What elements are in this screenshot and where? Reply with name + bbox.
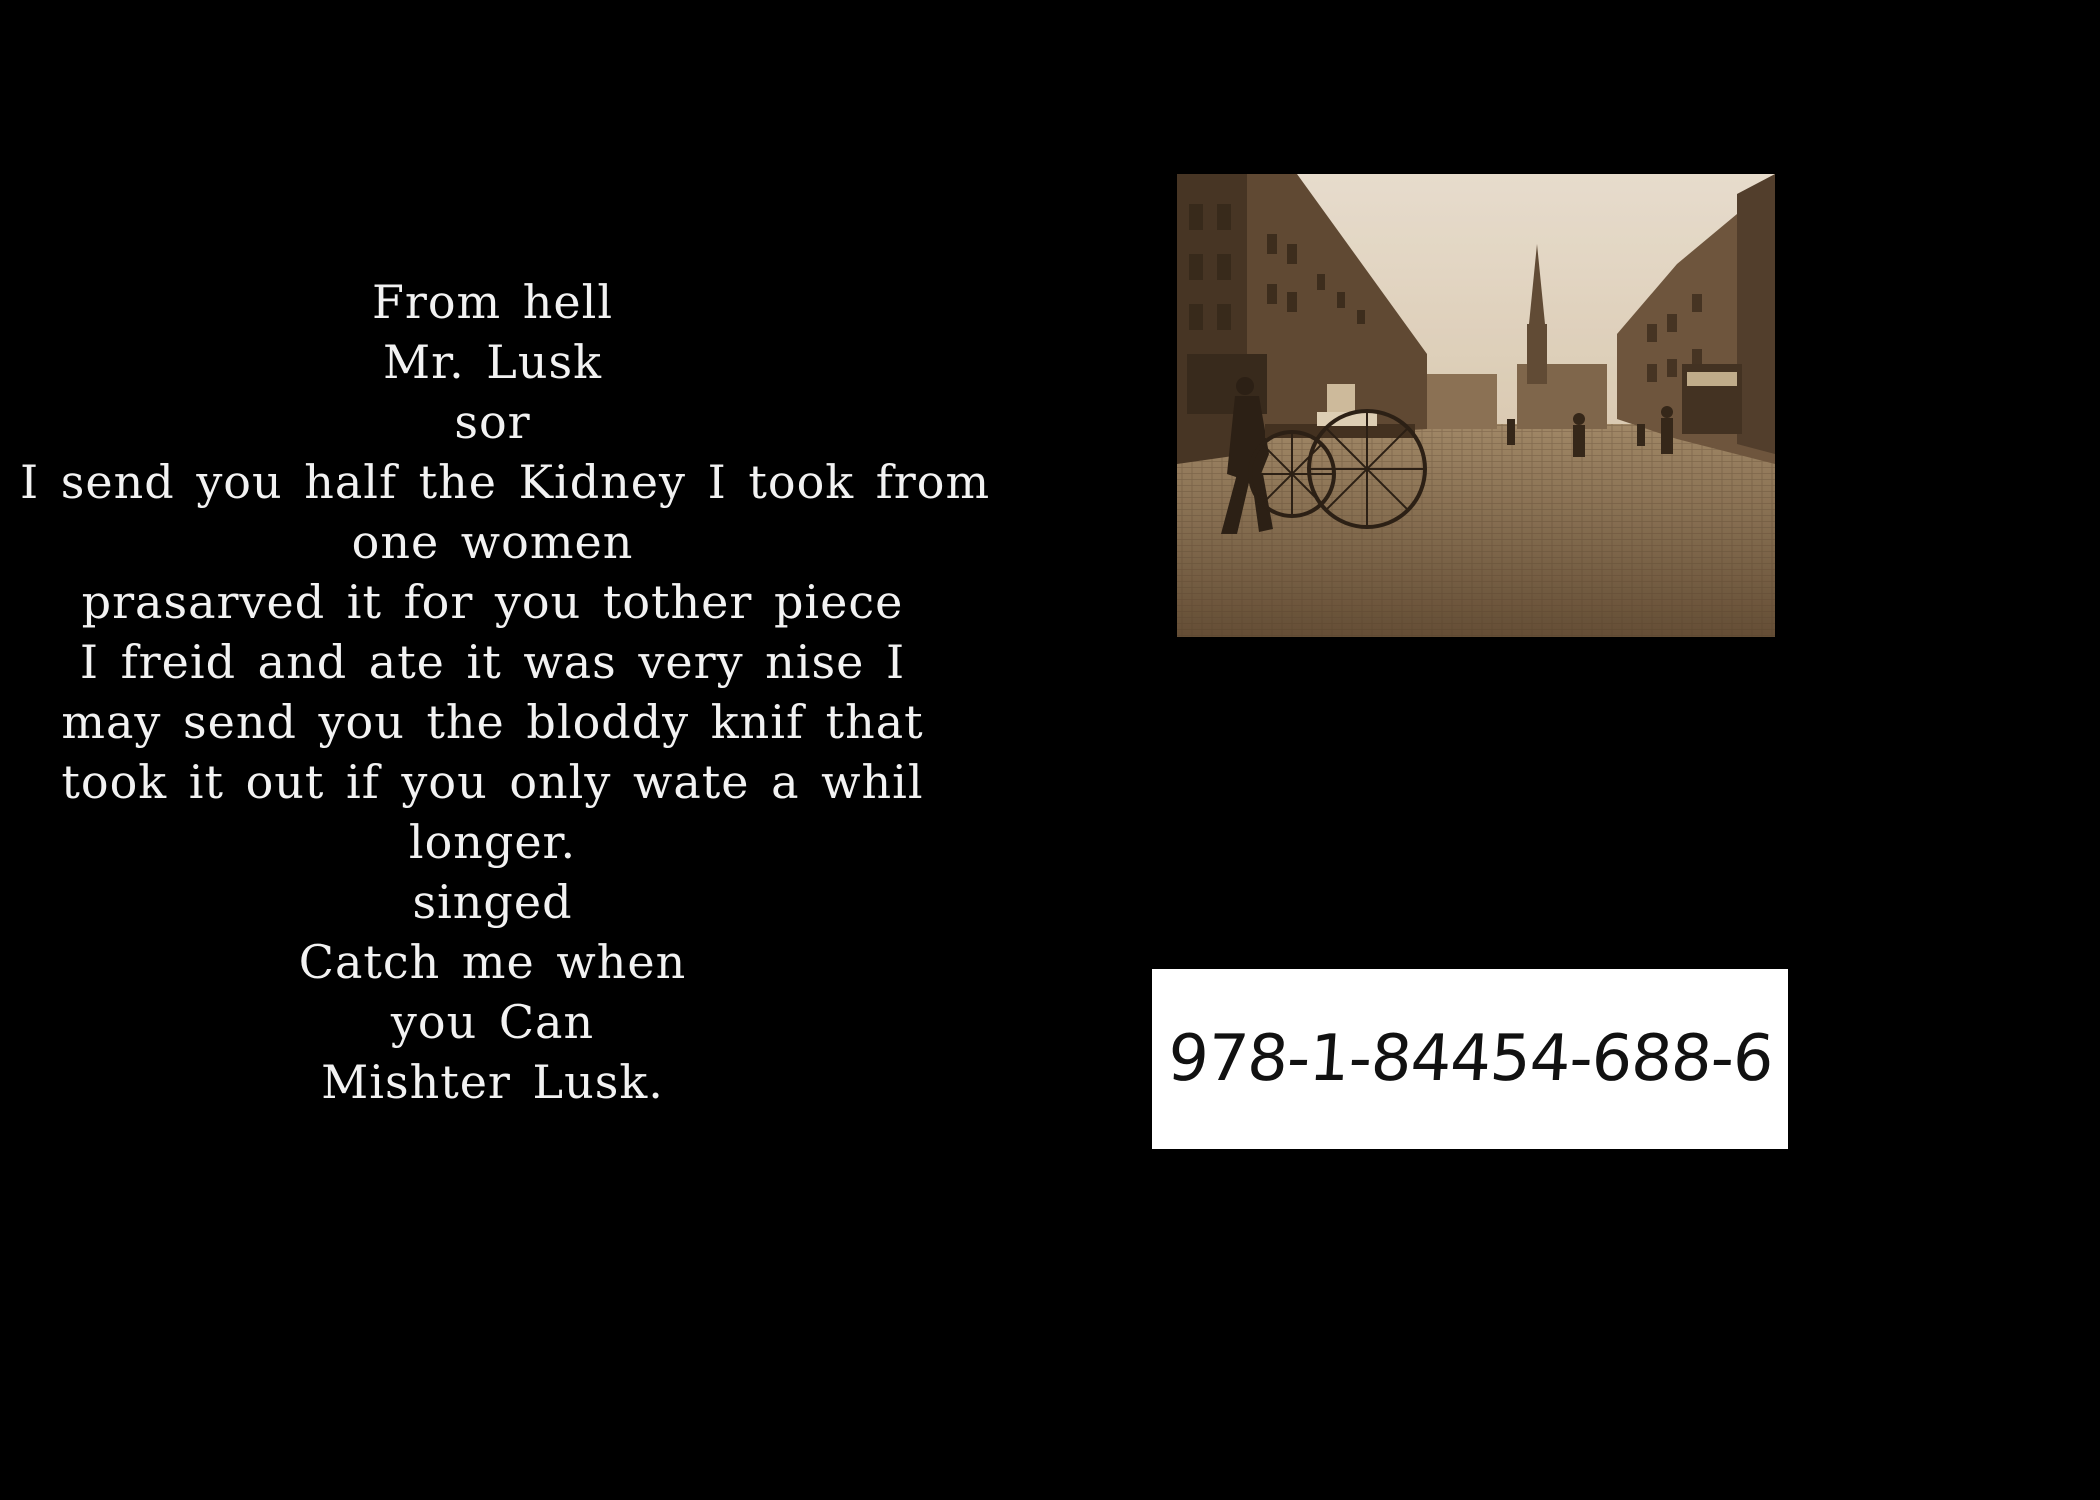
letter-line: may send you the bloddy knif that [61,695,924,749]
street-scene-photo [1177,174,1775,637]
isbn-label [1152,969,1788,1149]
street-scene-illustration [1177,174,1775,637]
letter-line: I send you half the Kidney I took from [20,455,991,509]
letter-line: took it out if you only wate a whil [61,755,924,809]
letter-line: sor [454,395,531,449]
letter-line: longer. [408,815,577,869]
letter-line: prasarved it for you tother piece [81,575,904,629]
letter-line: you Can [390,995,595,1049]
letter-line: From hell [371,275,614,329]
letter-line: I freid and ate it was very nise I [79,635,906,689]
letter-text-block [20,272,991,1112]
letter-line: singed [412,875,573,929]
letter-line: Mr. Lusk [383,335,602,389]
letter-line: Mishter Lusk. [321,1055,664,1109]
letter-line: Catch me when [298,935,687,989]
isbn-number: 978-1-84454-688-6 [1165,1022,1775,1096]
letter-line: one women [351,515,634,569]
